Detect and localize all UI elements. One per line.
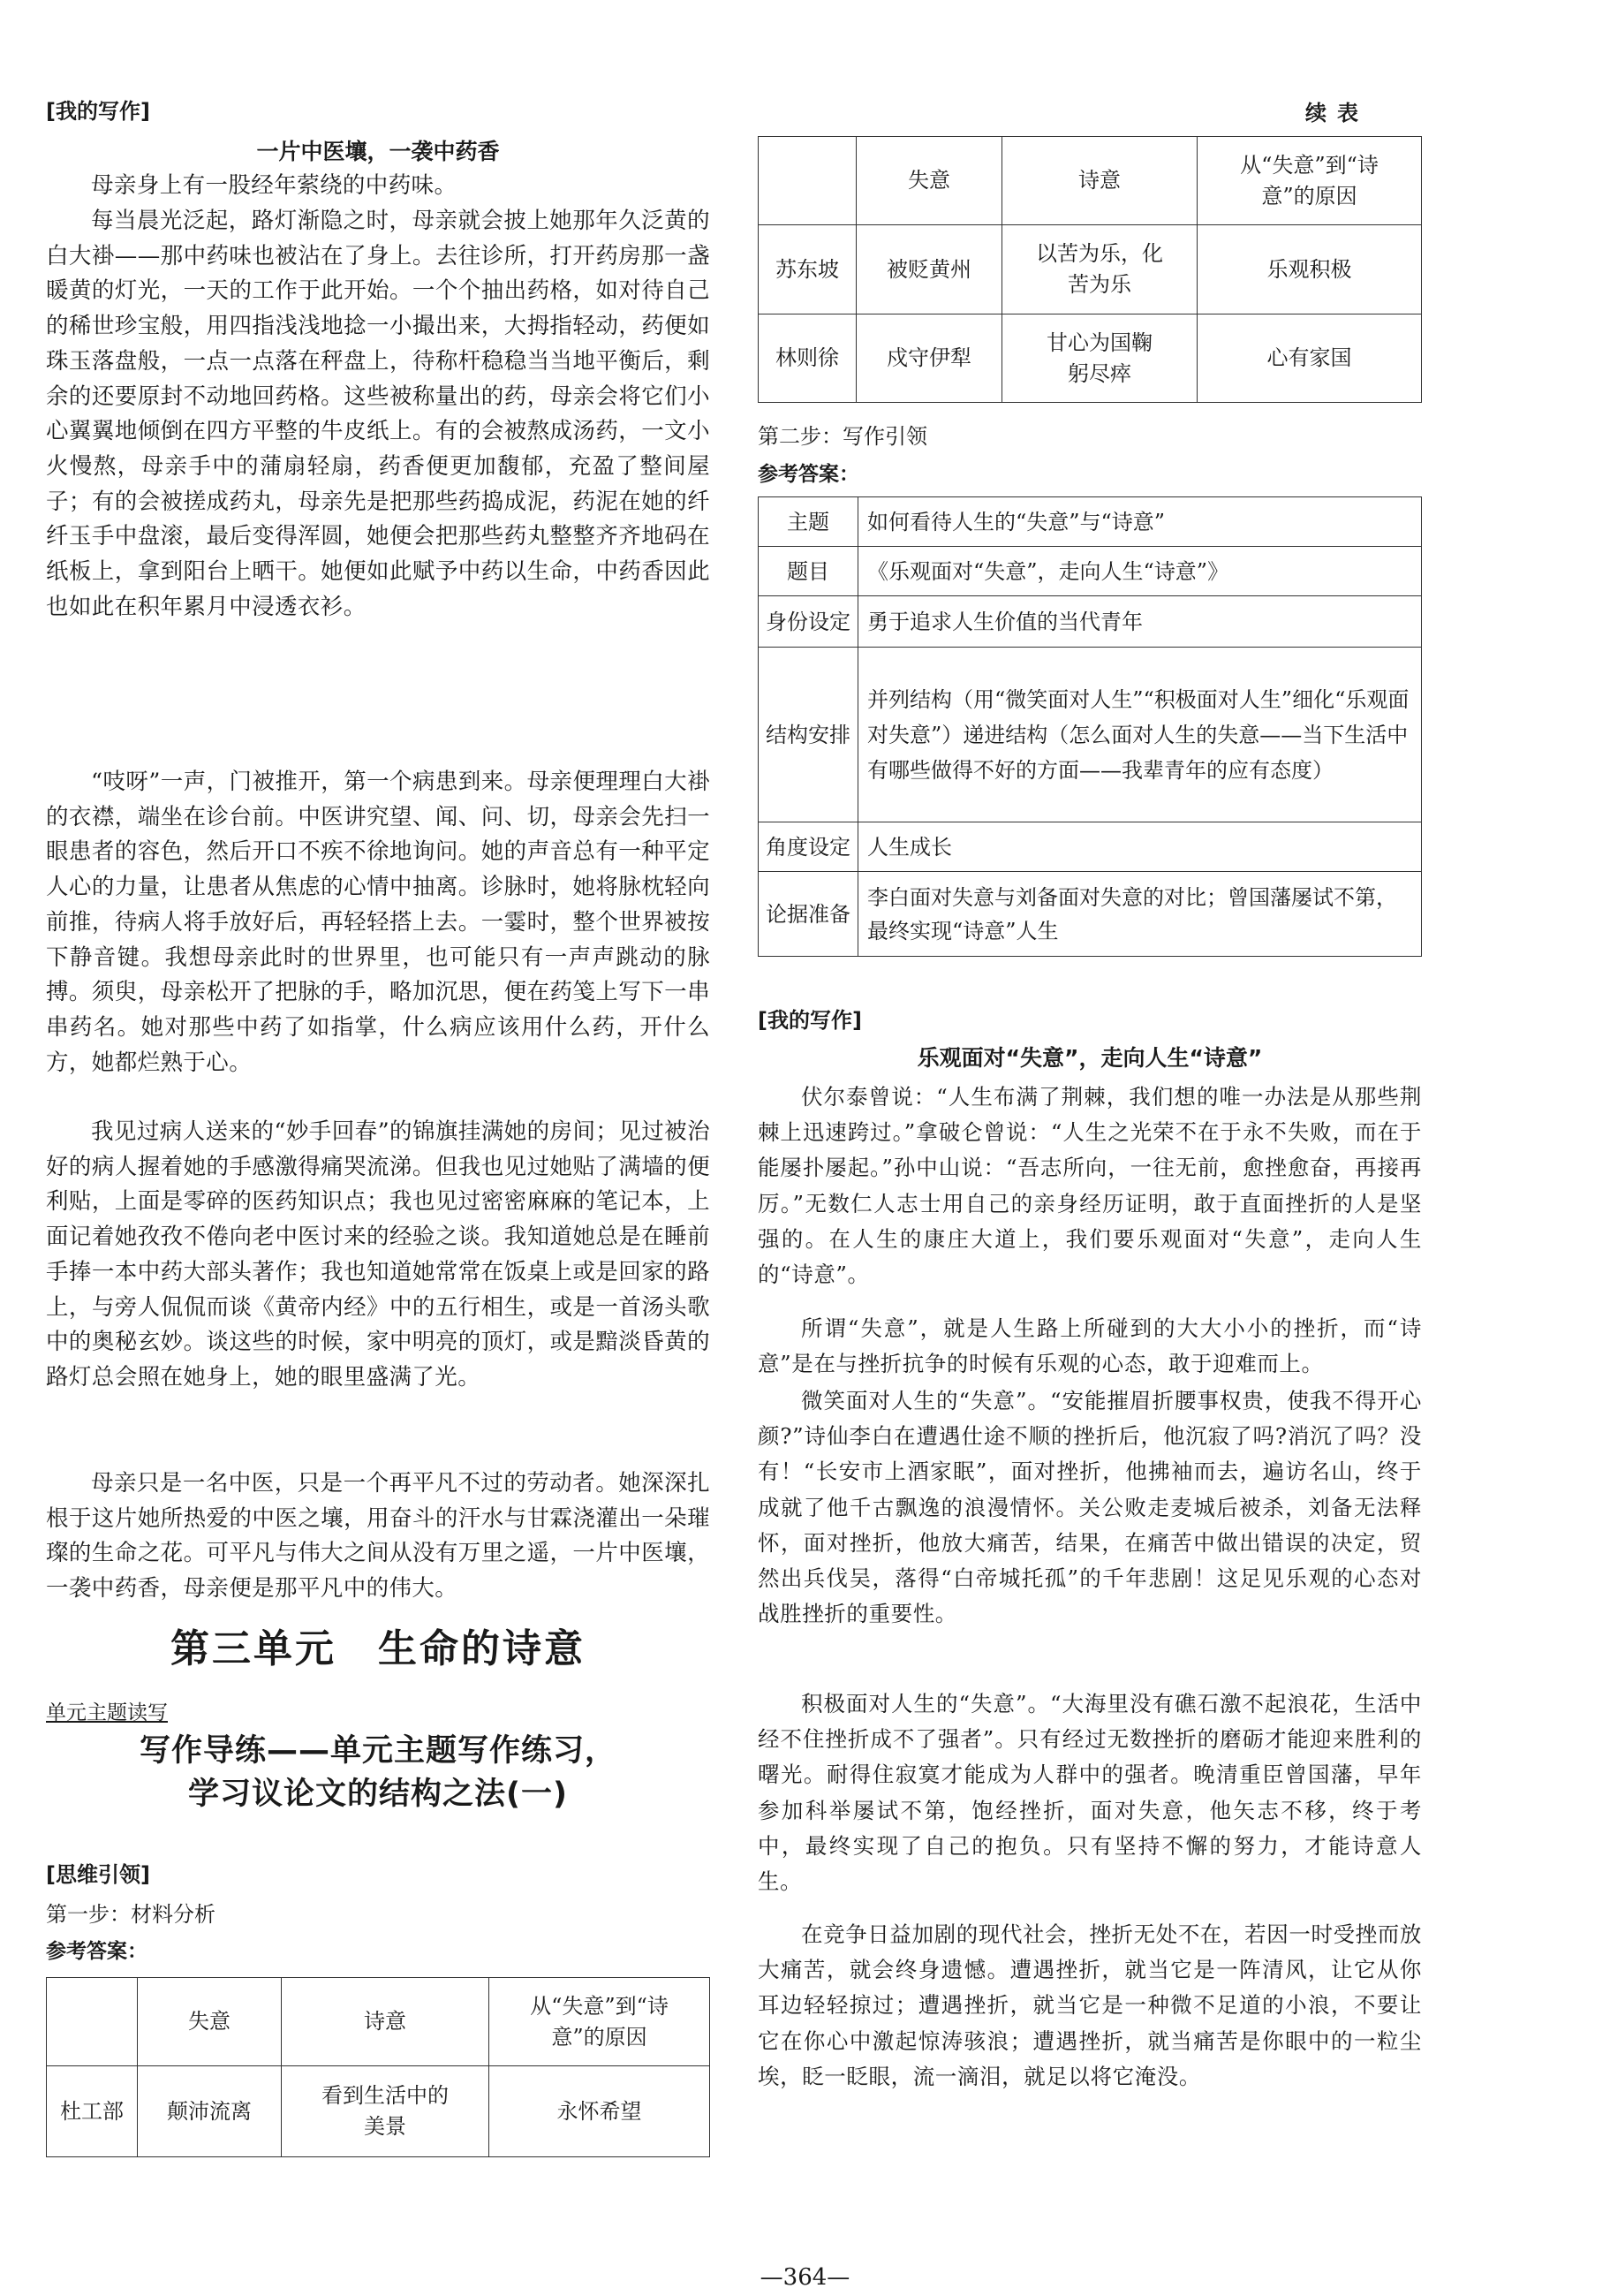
ref-value: 李白面对失意与刘备面对失意的对比；曾国藩屡试不第，最终实现“诗意”人生 [858, 872, 1422, 957]
ref-key: 结构安排 [759, 648, 858, 822]
ref-answer-label: 参考答案： [46, 1940, 147, 1963]
section-label-my-writing: [我的写作] [46, 99, 150, 124]
continued-label: 续表 [1305, 101, 1369, 125]
table-header-reason: 从“失意”到“诗意”的原因 [1198, 137, 1422, 225]
table-row [759, 648, 1422, 822]
table-cell: 看到生活中的美景 [282, 2066, 489, 2157]
table-cell: 被贬黄州 [857, 225, 1002, 314]
unit-subtitle: 单元主题读写 [46, 1701, 168, 1724]
essay-title-right: 乐观面对“失意”，走向人生“诗意” [917, 1045, 1263, 1071]
table-cell: 杜工部 [47, 2066, 138, 2157]
guide-title-line1: 写作导练——单元主题写作练习， [139, 1733, 616, 1769]
ref-key: 角度设定 [759, 822, 858, 872]
table-header-reason: 从“失意”到“诗意”的原因 [489, 1978, 710, 2066]
section-label-my-writing-right: [我的写作] [758, 1008, 862, 1033]
table-cell: 戍守伊犁 [857, 314, 1002, 403]
table-cell: 苏东坡 [759, 225, 857, 314]
table-cell: 心有家国 [1198, 314, 1422, 403]
table-row [759, 596, 1422, 648]
ref-value: 人生成长 [858, 822, 1422, 872]
essay-title: 一片中医壤，一袭中药香 [256, 139, 500, 164]
unit-title: 第三单元 生命的诗意 [170, 1626, 586, 1671]
table-header-blank [759, 137, 857, 225]
table-row [759, 547, 1422, 596]
table-header-shiyi: 失意 [138, 1978, 282, 2066]
essay-paragraph-3: “吱呀”一声，门被推开，第一个病患到来。母亲便理理白大褂的衣襟，端坐在诊台前。中医讲究望、闻、问、切，母亲会先扫一眼患者的容色，然后开口不疾不徐地询问。她的声音总有一种平定人心的力量，让患者从焦虑的心情中抽离。诊脉时，她将脉枕轻向前推，待病人将手放好后，再轻轻搭上去。一霎时，整个世界被按下静音键。我想母亲此时的世界里，也可能只有一声声跳动的脉搏。须臾，母亲松开了把脉的手，略加沉思，便在药笺上写下一串串药名。她对那些中药了如指掌，什么病应该用什么药，开什么方，她都烂熟于心。 [46, 769, 710, 1076]
ref-key: 主题 [759, 497, 858, 547]
table-row [759, 314, 1422, 403]
table-header-shiyi-poetry: 诗意 [282, 1978, 489, 2066]
table-row [759, 822, 1422, 872]
essay-paragraph-2: 所谓“失意”，就是人生路上所碰到的大大小小的挫折，而“诗意”是在与挫折抗争的时候有乐观的心态，敢于迎难而上。 [758, 1315, 1422, 1377]
guide-title-line2: 学习议论文的结构之法(一) [188, 1777, 568, 1812]
material-table-left [46, 1977, 710, 2157]
ref-key: 身份设定 [759, 596, 858, 648]
section-label-thinking: [思维引领] [46, 1862, 150, 1887]
ref-value: 如何看待人生的“失意”与“诗意” [858, 497, 1422, 547]
ref-value: 《乐观面对“失意”，走向人生“诗意”》 [858, 547, 1422, 596]
ref-value: 并列结构（用“微笑面对人生”“积极面对人生”细化“乐观面对失意”）递进结构（怎么面对人生的失意——当下生活中有哪些做得不好的方面——我辈青年的应有态度） [858, 648, 1422, 822]
ref-value: 勇于追求人生价值的当代青年 [858, 596, 1422, 648]
table-cell: 甘心为国鞠躬尽瘁 [1002, 314, 1198, 403]
ref-key: 论据准备 [759, 872, 858, 957]
table-cell: 乐观积极 [1198, 225, 1422, 314]
table-cell: 颠沛流离 [138, 2066, 282, 2157]
step-two: 第二步：写作引领 [758, 424, 927, 449]
ref-answer-label-right: 参考答案： [758, 463, 859, 486]
essay-paragraph-1: 伏尔泰曾说：“人生布满了荆棘，我们想的唯一办法是从那些荆棘上迅速跨过。”拿破仑曾说：“人生之光荣不在于永不失败，而在于能屡扑屡起。”孙中山说：“吾志所向，一往无前，愈挫愈奋，再接再厉。”无数仁人志士用自己的亲身经历证明，敢于直面挫折的人是坚强的。在人生的康庄大道上，我们要乐观面对“失意”，走向人生的“诗意”。 [758, 1084, 1422, 1288]
essay-paragraph-4: 积极面对人生的“失意”。“大海里没有礁石激不起浪花，生活中经不住挫折成不了强者”。只有经过无数挫折的磨砺才能迎来胜利的曙光。耐得住寂寞才能成为人群中的强者。晚清重臣曾国藩，早年参加科举屡试不第，饱经挫折，面对失意，他矢志不移，终于考中，最终实现了自己的抱负。只有坚持不懈的努力，才能诗意人生。 [758, 1691, 1422, 1895]
table-header-blank [47, 1978, 138, 2066]
page-number: —364— [760, 2264, 850, 2291]
ref-key: 题目 [759, 547, 858, 596]
reference-table [758, 496, 1422, 957]
table-row [759, 225, 1422, 314]
table-row [759, 497, 1422, 547]
material-table-right [758, 136, 1422, 403]
table-row [47, 2066, 710, 2157]
table-header-shiyi: 失意 [857, 137, 1002, 225]
table-cell: 永怀希望 [489, 2066, 710, 2157]
essay-paragraph-3: 微笑面对人生的“失意”。“安能摧眉折腰事权贵，使我不得开心颜?”诗仙李白在遭遇仕途不顺的挫折后，他沉寂了吗?消沉了吗？没有！“长安市上酒家眠”，面对挫折，他拂袖而去，遍访名山，终于成就了他千古飘逸的浪漫情怀。关公败走麦城后被杀，刘备无法释怀，面对挫折，他放大痛苦，结果，在痛苦中做出错误的决定，贸然出兵伐吴，落得“白帝城托孤”的千年悲剧！这足见乐观的心态对战胜挫折的重要性。 [758, 1388, 1422, 1627]
essay-paragraph-5: 母亲只是一名中医，只是一个再平凡不过的劳动者。她深深扎根于这片她所热爱的中医之壤，用奋斗的汗水与甘霖浇灌出一朵璀璨的生命之花。可平凡与伟大之间从没有万里之遥，一片中医壤，一袭中药香，母亲便是那平凡中的伟大。 [46, 1470, 710, 1603]
essay-paragraph-5: 在竞争日益加剧的现代社会，挫折无处不在，若因一时受挫而放大痛苦，就会终身遗憾。遭遇挫折，就当它是一阵清风，让它从你耳边轻轻掠过；遭遇挫折，就当它是一种微不足道的小浪，不要让它在你心中激起惊涛骇浪；遭遇挫折，就当痛苦是你眼中的一粒尘埃，眨一眨眼，流一滴泪，就足以将它淹没。 [758, 1921, 1422, 2089]
essay-paragraph-4: 我见过病人送来的“妙手回春”的锦旗挂满她的房间；见过被治好的病人握着她的手感激得痛哭流涕。但我也见过她贴了满墙的便利贴，上面是零碎的医药知识点；我也见过密密麻麻的笔记本，上面记着她孜孜不倦向老中医讨来的经验之谈。我知道她总是在睡前手捧一本中药大部头著作；我也知道她常常在饭桌上或是回家的路上，与旁人侃侃而谈《黄帝内经》中的五行相生，或是一首汤头歌中的奥秘玄妙。谈这些的时候，家中明亮的顶灯，或是黯淡昏黄的路灯总会照在她身上，她的眼里盛满了光。 [46, 1118, 710, 1390]
essay-paragraph-2: 每当晨光泛起，路灯渐隐之时，母亲就会披上她那年久泛黄的白大褂——那中药味也被沾在了身上。去往诊所，打开药房那一盏暖黄的灯光，一天的工作于此开始。一个个抽出药格，如对待自己的稀世珍宝般，用四指浅浅地捻一小撮出来，大拇指轻动，药便如珠玉落盘般，一点一点落在秤盘上，待称杆稳稳当当地平衡后，剩余的还要原封不动地回药格。这些被称量出的药，母亲会将它们小心翼翼地倾倒在四方平整的牛皮纸上。有的会被熬成汤药，一文小火慢熬，母亲手中的蒲扇轻扇，药香便更加馥郁，充盈了整间屋子；有的会被搓成药丸，母亲先是把那些药捣成泥，药泥在她的纤纤玉手中盘滚，最后变得浑圆，她便会把那些药丸整整齐齐地码在纸板上，拿到阳台上晒干。她便如此赋予中药以生命，中药香因此也如此在积年累月中浸透衣衫。 [46, 208, 710, 620]
essay-paragraph-1: 母亲身上有一股经年萦绕的中药味。 [91, 172, 457, 199]
table-cell: 以苦为乐，化苦为乐 [1002, 225, 1198, 314]
table-header-shiyi-poetry: 诗意 [1002, 137, 1198, 225]
table-row [759, 872, 1422, 957]
step-one: 第一步：材料分析 [46, 1902, 215, 1927]
table-cell: 林则徐 [759, 314, 857, 403]
